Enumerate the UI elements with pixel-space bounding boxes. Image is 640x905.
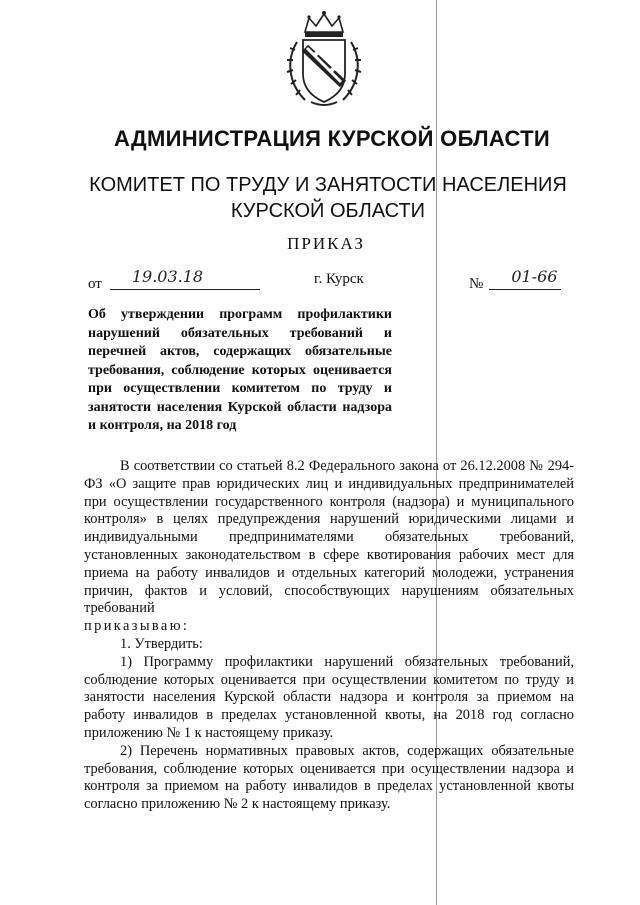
order-number — [469, 267, 561, 293]
document-type: ПРИКАЗ — [287, 234, 365, 253]
order-body — [84, 458, 574, 814]
committee-title-line1: КОМИТЕТ ПО ТРУДУ И ЗАНЯТОСТИ НАСЕЛЕНИЯ — [89, 174, 567, 196]
kursk-coat-of-arms-emblem — [283, 8, 365, 112]
date-underline — [110, 267, 260, 290]
date-prefix: от — [88, 276, 102, 292]
order-subject: Об утверждении программ профилактики нарушений обязательных требований и перечней актов, содержащих обязательные требования, соблюдение которых оценивается при осуществлении комитетом по труду и занятости населения Курской области надзора и контроля, на 2018 год — [88, 307, 392, 433]
body-intro-paragraph: В соответствии со статьей 8.2 Федерального закона от 26.12.2008 № 294-ФЗ «О защите прав юридических лиц и индивидуальных предпринимателей при осуществлении государственного контроля (надзора) и муниципального контроля» в целях предупреждения нарушений юридическими лицами и индивидуальными предпринимателями обязательных требований, установленных законодательством в сфере квотирования рабочих мест для приема на работу инвалидов и отдельных категорий молодежи, устранения причин, фактов и условий, способствующих нарушениям обязательных требований — [84, 458, 574, 617]
handwritten-date: 19.03.18 — [131, 267, 204, 286]
item-1: 1. Утвердить: — [120, 635, 203, 652]
number-prefix: № — [469, 276, 484, 292]
order-word: приказываю: — [84, 618, 190, 635]
handwritten-number: 01-66 — [511, 267, 558, 286]
committee-title-line2: КУРСКОЙ ОБЛАСТИ — [230, 200, 426, 222]
order-date — [88, 267, 260, 293]
administration-title: АДМИНИСТРАЦИЯ КУРСКОЙ ОБЛАСТИ — [113, 126, 550, 151]
item-1-1: 1) Программу профилактики нарушений обязательных требований, соблюдение которых оценивается при осуществлении комитетом по труду и занятости населения Курской области надзора и контроля за приемом на работу инвалидов в пределах установленной квоты, на 2018 год согласно приложению № 1 к настоящему приказу. — [84, 653, 574, 741]
item-1-2: 2) Перечень нормативных правовых актов, содержащих обязательные требования, соблюдение которых оценивается при осуществлении надзора и контроля за приемом на работу инвалидов в пределах установленной квоты согласно приложению № 2 к настоящему приказу. — [84, 742, 574, 813]
city: г. Курск — [314, 271, 364, 287]
committee-title — [8, 172, 640, 224]
number-underline — [489, 267, 561, 290]
